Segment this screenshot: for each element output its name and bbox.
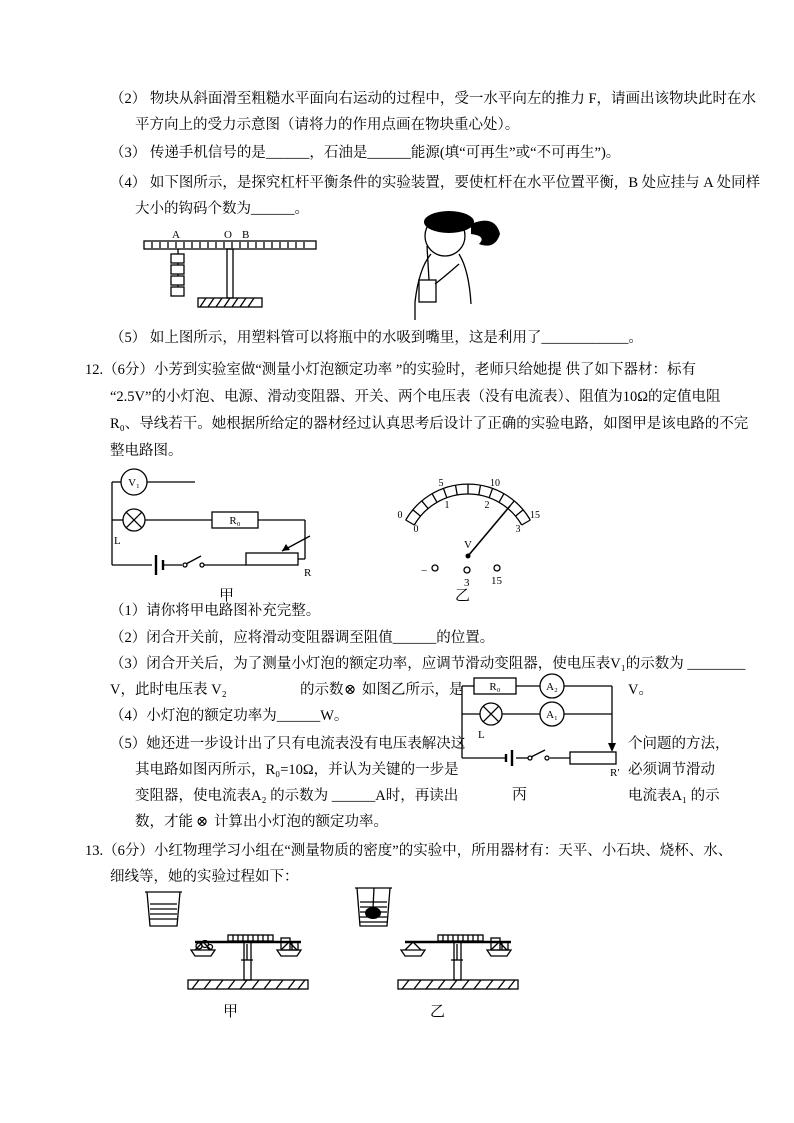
q12-sub5-line4a: 数，才能 <box>135 814 193 830</box>
q12-intro-line3: R₀、导线若干。她根据所给定的器材经过认真思考后设计了正确的实验电路，如图甲是该电路的不完 <box>110 416 749 432</box>
water-hatching <box>150 904 177 919</box>
body <box>415 254 471 320</box>
terminal-minus <box>432 565 438 571</box>
lamp-cross <box>483 706 499 722</box>
q12-sub5-line3a: 变阻器，使电流表A₂ 的示数为 ______A时，再读出 <box>135 788 459 804</box>
left-pan-hanger <box>405 942 421 950</box>
ammeter-a2-label: A₂ <box>546 681 558 693</box>
lamp-cross <box>126 512 142 528</box>
right-pan-hanger <box>281 942 297 950</box>
lamp-label: L <box>478 729 485 741</box>
q12-sub2: （2）闭合开关前，应将滑动变阻器调至阻值______的位置。 <box>110 630 495 646</box>
left-pan <box>191 950 215 956</box>
q12-sub5-line1b: 个问题的方法， <box>628 736 730 752</box>
q11-part2-line1: （2） 物块从斜面滑至粗糙水平面向右运动的过程中，受一水平向左的推力 F，请画出该物块此时在水 <box>110 91 757 107</box>
lever-base-hatching <box>200 298 254 307</box>
q11-part3: （3） 传递手机信号的是______，石油是______能源(填“可再生”或“不可再生”)。 <box>110 145 621 161</box>
rheostat-slider-arrowhead <box>608 743 616 752</box>
rider-scale <box>438 935 483 941</box>
girl-drinking-straw-figure <box>383 206 515 326</box>
lever-label-b: B <box>242 229 250 241</box>
left-pan <box>401 950 425 956</box>
resistor-r0-label: R₀ <box>489 681 501 693</box>
hook-weight <box>171 254 184 263</box>
q12-sub5-line1a: （5）她还进一步设计出了只有电流表没有电压表解决这 <box>110 736 466 752</box>
meter-unit-label: V <box>464 539 472 551</box>
stray-lamp-symbol: ⊗ <box>196 814 209 830</box>
lever-label-o: O <box>224 229 232 241</box>
right-pan <box>487 950 511 956</box>
rheostat-symbol <box>570 752 616 764</box>
q11-part4-line2: 大小的钩码个数为______。 <box>135 201 309 217</box>
q12-intro-line1: 12.（6分）小芳到实验室做“测量小灯泡额定功率 ”的实验时，老师只给她提 供了如下器材：标有 <box>85 362 696 378</box>
scale-inner-0: 0 <box>413 524 419 535</box>
q12-intro-line4: 整电路图。 <box>110 443 183 459</box>
q12-sub3-line2c: 如图乙所示，是 <box>362 682 464 698</box>
rheostat-label: R′ <box>610 767 620 779</box>
right-pan-hanger <box>491 942 507 950</box>
lever-apparatus-figure <box>138 224 328 324</box>
hook-weight <box>171 265 184 274</box>
scale-outer-15: 15 <box>530 510 540 521</box>
q11-part4-line1: （4） 如下图所示，是探究杠杆平衡条件的实验装置，要使杠杆在水平位置平衡，B 处应挂与 A 处同样 <box>110 175 761 191</box>
figure-label-yi-q13: 乙 <box>430 1004 446 1020</box>
circuit-diagram-jia <box>100 460 320 590</box>
lever-label-a: A <box>172 229 180 241</box>
q12-sub3-line2a: V，此时电压表 V₂ <box>110 682 227 698</box>
lever-stand-post <box>227 249 233 298</box>
q12-sub3-line1: （3）闭合开关后，为了测量小灯泡的额定功率，应调节滑动变阻器，使电压表V₁的示数为 ________ <box>110 656 746 672</box>
q13-intro-line1: 13.（6分）小红物理学习小组在“测量物质的密度”的实验中，所用器材有：天平、小石块、烧杯、水、 <box>85 843 733 859</box>
switch-terminal <box>200 563 204 567</box>
q12-sub3-line2d: V。 <box>628 682 653 698</box>
q12-sub5-line3b: 电流表A₁ 的示 <box>628 788 720 804</box>
lever-beam-ticks <box>152 242 304 248</box>
ammeter-a1-label: A₁ <box>546 709 558 721</box>
terminal-15v <box>494 565 500 571</box>
stray-lamp-symbol: ⊗ <box>344 682 357 698</box>
q11-part2-line2: 平方向上的受力示意图（请将力的作用点画在物块重心处）。 <box>135 117 520 133</box>
arm <box>435 264 459 284</box>
ponytail <box>471 221 500 246</box>
switch-lever <box>531 750 545 757</box>
rider-scale <box>228 935 273 941</box>
q12-sub5-line2b: 必须调节滑动 <box>628 762 715 778</box>
figure-label-yi: 乙 <box>455 588 471 604</box>
rider-scale-ticks <box>443 935 478 941</box>
base-hatching <box>402 980 515 989</box>
stone-in-water <box>365 907 381 919</box>
balance-base <box>398 980 518 989</box>
needle-pivot <box>466 554 471 559</box>
terminal-15v-label: 15 <box>491 575 502 587</box>
cup <box>419 280 436 302</box>
rheostat-symbol <box>246 553 298 565</box>
resistor-r0-label: R₀ <box>229 515 241 527</box>
voltmeter-v1-label: V₁ <box>128 477 140 489</box>
rider-scale-ticks <box>233 935 268 941</box>
right-pan <box>277 950 301 956</box>
balance-scale-figure-jia <box>133 888 323 996</box>
balance-scale-figure-yi <box>343 884 533 996</box>
terminal-minus-label: − <box>421 565 428 577</box>
q12-sub3-line2b: 的示数 <box>300 682 344 698</box>
lever-beam <box>144 241 316 249</box>
scale-outer-10: 10 <box>490 478 500 489</box>
straw <box>427 246 429 280</box>
switch-lever <box>186 556 201 564</box>
scale-inner-1: 1 <box>444 500 450 511</box>
q12-intro-line2: “2.5V”的小灯泡、电源、滑动变阻器、开关、两个电压表（没有电流表）、阻值为10Ω的定值电阻 <box>110 389 721 405</box>
scale-inner-arc <box>414 494 521 525</box>
voltmeter-face-yi <box>383 456 555 588</box>
q11-part5: （5） 如上图所示，用塑料管可以将瓶中的水吸到嘴里，这是利用了____________。 <box>110 330 643 346</box>
scale-outer-5: 5 <box>438 478 444 489</box>
scale-ticks <box>406 484 531 525</box>
base-hatching <box>192 980 305 989</box>
balance-base <box>188 980 308 989</box>
figure-label-jia-q13: 甲 <box>223 1004 239 1020</box>
figure-label-jia: 甲 <box>219 588 235 604</box>
terminal-3v-label: 3 <box>464 577 470 588</box>
scale-inner-3: 3 <box>515 524 521 535</box>
meter-needle <box>468 506 510 556</box>
q12-sub1: （1）请你将甲电路图补充完整。 <box>110 603 321 619</box>
hook-weight <box>171 287 184 296</box>
q12-sub5-line4b: 计算出小灯泡的额定功率。 <box>214 814 388 830</box>
figure-label-bing: 丙 <box>512 787 528 803</box>
scale-inner-2: 2 <box>484 500 490 511</box>
terminal-3v <box>464 567 470 573</box>
switch-terminal <box>545 756 549 760</box>
lamp-label: L <box>114 535 121 547</box>
q12-sub4: （4）小灯泡的额定功率为______W。 <box>110 708 349 724</box>
circuit-diagram-bing <box>452 668 625 780</box>
q13-intro-line2: 细线等，她的实验过程如下： <box>110 869 299 885</box>
hook-weight <box>171 276 184 285</box>
q12-sub5-line2a: 其电路如图丙所示，R₀=10Ω，并认为关键的一步是 <box>135 762 459 778</box>
scale-outer-0: 0 <box>397 510 403 521</box>
rheostat-label: R <box>304 567 312 579</box>
thread <box>373 888 374 908</box>
